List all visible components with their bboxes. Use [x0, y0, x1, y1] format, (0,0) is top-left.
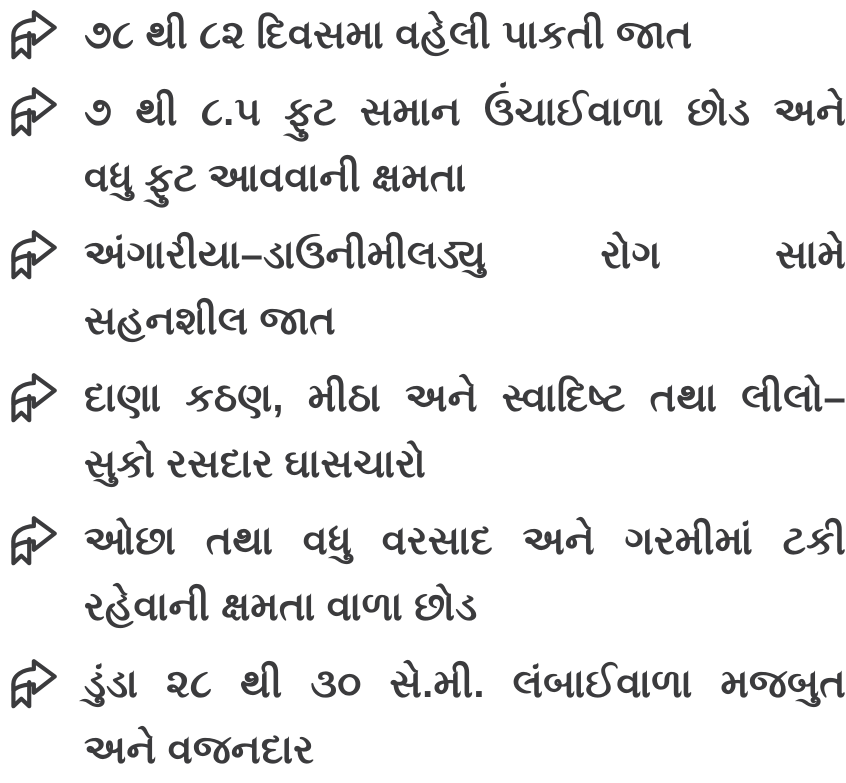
- arrow-bookmark-icon: [0, 2, 84, 60]
- list-item: [0, 79, 846, 211]
- list-item: [0, 365, 846, 497]
- list-item-line: સુકો રસદાર ઘાસચારો: [84, 442, 426, 486]
- arrow-bookmark-icon: [0, 365, 84, 423]
- list-item-line: ડુંડા ૨૮ થી ૩૦ સે.મી. લંબાઈવાળા મજબુત: [84, 662, 846, 706]
- list-item-line: ૭૮ થી ૮૨ દિવસમા વહેલી પાકતી જાત: [84, 13, 693, 57]
- list-item-line: સહનશીલ જાત: [84, 299, 336, 343]
- arrow-bookmark-icon: [0, 508, 84, 566]
- list-item-line: દાણા કઠણ, મીઠા અને સ્વાદિષ્ટ તથા લીલો–: [84, 376, 846, 420]
- list-item: [0, 2, 846, 68]
- list-item-line: અને વજનદાર: [84, 728, 315, 772]
- arrow-bookmark-icon: [0, 79, 84, 137]
- list-item-line: ૭ થી ૮.૫ ફુટ સમાન ઉંચાઈવાળા છોડ અને: [84, 90, 846, 134]
- list-item: [0, 651, 846, 783]
- list-item: [0, 508, 846, 640]
- arrow-bookmark-icon: [0, 222, 84, 280]
- list-item-line: ઓછા તથા વધુ વરસાદ અને ગરમીમાં ટકી: [84, 519, 846, 563]
- list-item-line: રહેવાની ક્ષમતા વાળા છોડ: [84, 585, 478, 629]
- list-item: [0, 222, 846, 354]
- list-item-text: [84, 508, 846, 640]
- list-item-text: [84, 79, 846, 211]
- list-item-text: [84, 365, 846, 497]
- list-item-line: વધુ ફુટ આવવાની ક્ષમતા: [84, 156, 467, 200]
- list-item-text: [84, 222, 846, 354]
- list-item-line: અંગારીયા–ડાઉનીમીલડ્યુ રોગ સામે: [84, 233, 846, 277]
- list-item-text: [84, 651, 846, 783]
- arrow-bookmark-icon: [0, 651, 84, 709]
- list-item-text: [84, 2, 846, 68]
